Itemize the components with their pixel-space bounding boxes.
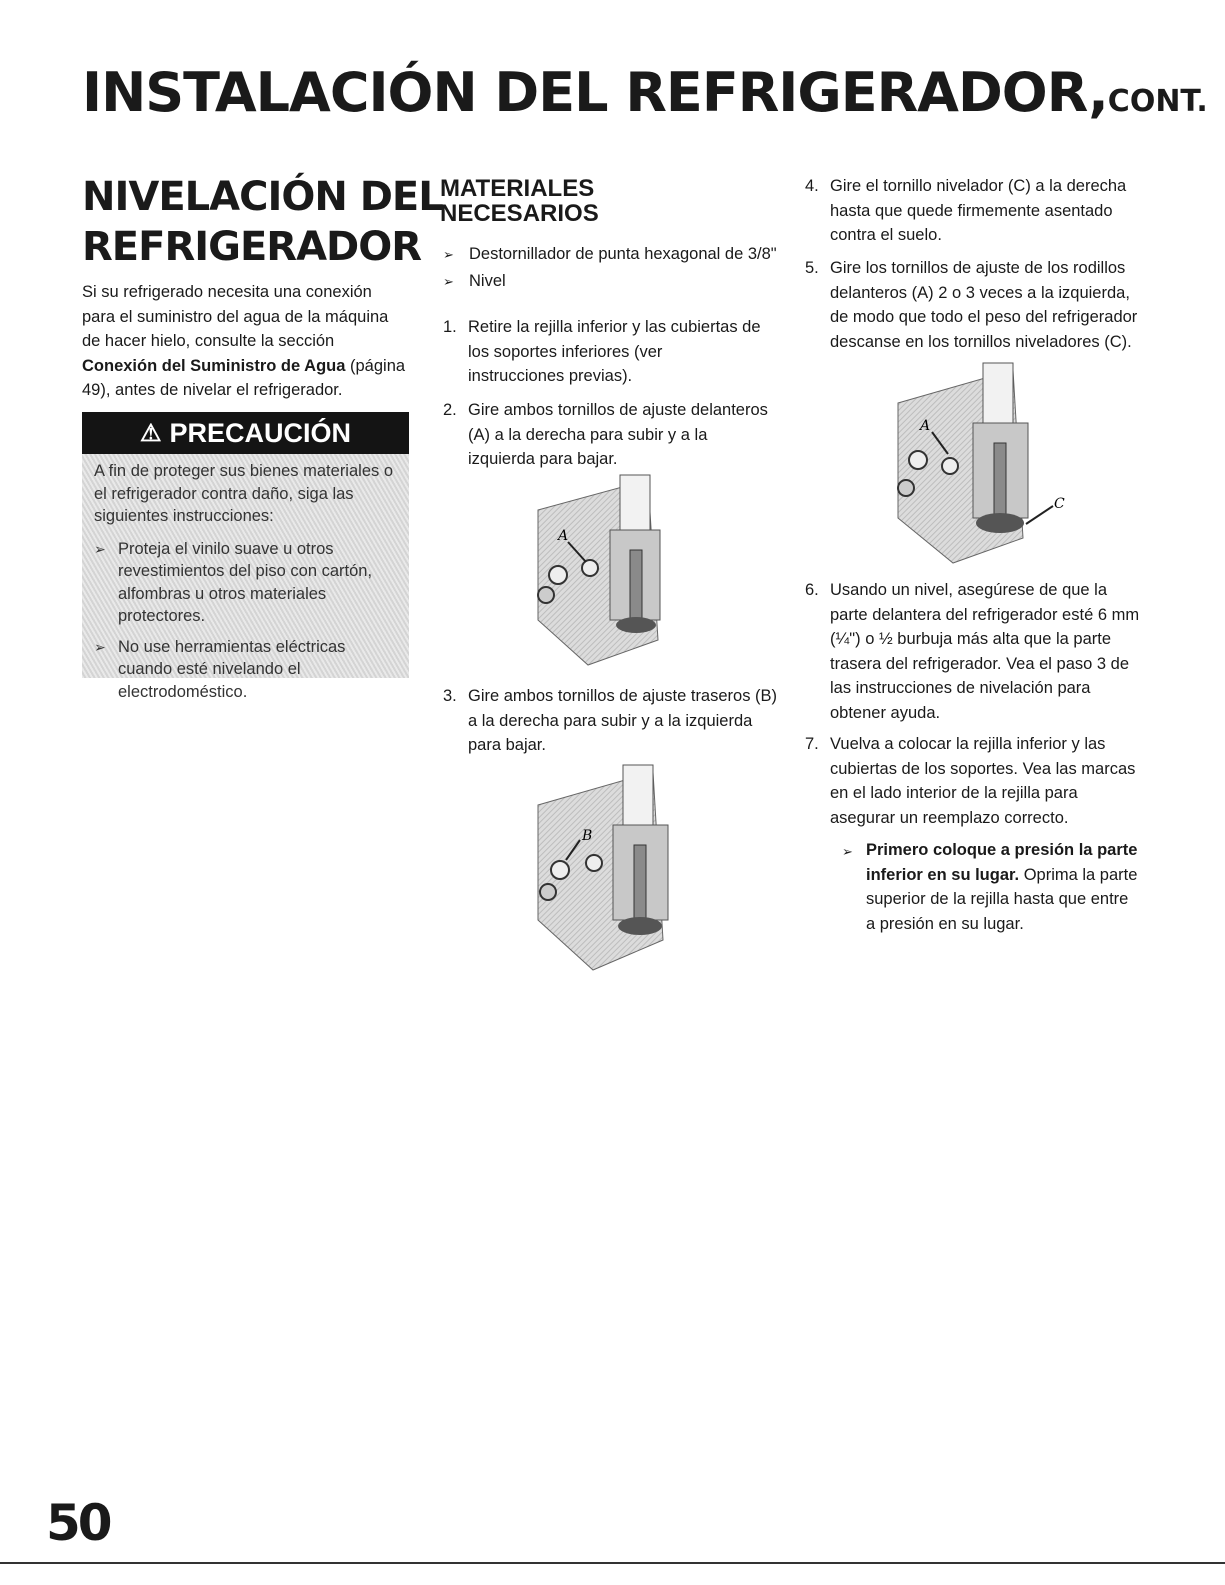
step-number: 3. bbox=[443, 687, 457, 705]
step-text: Usando un nivel, asegúrese de que la parte delantera del refrigerador esté 6 mm (¼") o ½ burbuja más alta que la parte trasera del refrigerador. Vea el paso 3 de las instrucciones de nivelación para obtener ayuda. bbox=[830, 581, 1140, 722]
sub-bullet-bold: Primero coloque a presión la parte inferior en su lugar. bbox=[866, 841, 1138, 884]
materials-item bbox=[443, 269, 783, 293]
caution-item-text: No use herramientas eléctricas cuando esté nivelando el electrodoméstico. bbox=[118, 637, 346, 701]
step-number: 7. bbox=[805, 735, 819, 753]
intro-bold-link: Conexión del Suministro de Agua bbox=[82, 356, 346, 375]
caution-item bbox=[94, 636, 397, 704]
step-text: Retire la rejilla inferior y las cubiertas de los soportes inferiores (ver instrucciones previas). bbox=[468, 318, 761, 385]
arrow-bullet-icon: ➢ bbox=[842, 844, 853, 859]
step-3 bbox=[443, 684, 778, 758]
step-7-sub-bullet bbox=[842, 838, 1142, 936]
section-title-line1: NIVELACIÓN DEL bbox=[82, 174, 443, 220]
footer-rule bbox=[0, 1562, 1225, 1564]
step-text: Gire ambos tornillos de ajuste traseros (B) a la derecha para subir y a la izquierda para bajar. bbox=[468, 687, 778, 754]
step-2 bbox=[443, 398, 773, 472]
intro-text: Si su refrigerado necesita una conexión para el suministro del agua de la máquina de hacer hielo, consulte la sección bbox=[82, 283, 389, 350]
caution-item bbox=[94, 538, 397, 628]
section-title bbox=[82, 172, 443, 272]
figure-leveling-leg-illustration bbox=[888, 358, 1068, 573]
warning-triangle-icon: ⚠ bbox=[139, 419, 162, 447]
step-number: 2. bbox=[443, 401, 457, 419]
materials-title-line1: MATERIALES bbox=[440, 175, 595, 202]
step-4 bbox=[805, 174, 1135, 248]
step-number: 6. bbox=[805, 581, 819, 599]
arrow-bullet-icon: ➢ bbox=[94, 540, 106, 557]
caution-body bbox=[82, 454, 409, 703]
leveling-figure-front-roller bbox=[528, 470, 688, 670]
materials-item-text: Destornillador de punta hexagonal de bbox=[469, 245, 748, 263]
leveling-figure-leveling-leg bbox=[888, 358, 1068, 573]
step-5 bbox=[805, 256, 1140, 354]
materials-list bbox=[443, 242, 783, 296]
materials-item-fraction: 3/8" bbox=[747, 245, 777, 263]
leveling-figure-rear-roller bbox=[528, 760, 693, 975]
caution-item-text: Proteja el vinilo suave u otros revestimientos del piso con cartón, alfombras u otros materiales protectores. bbox=[118, 539, 373, 625]
figure-label-b: B bbox=[582, 828, 593, 844]
step-1 bbox=[443, 315, 763, 389]
materials-item bbox=[443, 242, 783, 266]
intro-paragraph bbox=[82, 280, 407, 403]
step-text: Gire el tornillo nivelador (C) a la derecha hasta que quede firmemente asentado contra el suelo. bbox=[830, 177, 1127, 244]
arrow-bullet-icon: ➢ bbox=[443, 247, 454, 262]
step-number: 1. bbox=[443, 318, 457, 336]
section-title-line2: REFRIGERADOR bbox=[82, 224, 422, 270]
step-number: 4. bbox=[805, 177, 819, 195]
step-7 bbox=[805, 732, 1140, 830]
materials-title bbox=[440, 176, 599, 226]
caution-list bbox=[94, 538, 397, 704]
step-text: Vuelva a colocar la rejilla inferior y las cubiertas de los soportes. Vea las marcas en el lado interior de la rejilla para asegurar un reemplazo correcto. bbox=[830, 735, 1136, 827]
page-title bbox=[82, 61, 1208, 124]
step-text: Gire los tornillos de ajuste de los rodillos delanteros (A) 2 o 3 veces a la izquierda, de modo que todo el peso del refrigerador descanse en los tornillos niveladores (C). bbox=[830, 259, 1138, 351]
figure-rear-roller-illustration bbox=[528, 760, 693, 975]
page-title-text: INSTALACIÓN DEL REFRIGERADOR, bbox=[82, 61, 1108, 124]
materials-title-line2: NECESARIOS bbox=[440, 200, 599, 227]
intro-text-after: (página 49), antes de nivelar el refrigerador. bbox=[82, 356, 406, 399]
caution-intro: A fin de proteger sus bienes materiales o el refrigerador contra daño, siga las siguientes instrucciones: bbox=[94, 462, 394, 525]
figure-label-a: A bbox=[920, 418, 931, 434]
page-number: 50 bbox=[46, 1494, 110, 1552]
step-number: 5. bbox=[805, 259, 819, 277]
step-text: Gire ambos tornillos de ajuste delanteros (A) a la derecha para subir y a la izquierda para bajar. bbox=[468, 401, 768, 468]
caution-header-text: PRECAUCIÓN bbox=[169, 417, 352, 448]
caution-box bbox=[82, 412, 409, 701]
figure-front-roller-illustration bbox=[528, 470, 688, 670]
arrow-bullet-icon: ➢ bbox=[94, 638, 106, 655]
page-title-suffix: CONT. bbox=[1107, 84, 1208, 119]
arrow-bullet-icon: ➢ bbox=[443, 274, 454, 289]
materials-item-text: Nivel bbox=[469, 272, 506, 290]
figure-label-c: C bbox=[1054, 496, 1065, 512]
figure-label-a: A bbox=[558, 528, 569, 544]
sub-bullet-text: Oprima la parte superior de la rejilla hasta que entre a presión en su lugar. bbox=[866, 865, 1138, 933]
caution-header bbox=[82, 412, 409, 454]
step-6 bbox=[805, 578, 1140, 725]
